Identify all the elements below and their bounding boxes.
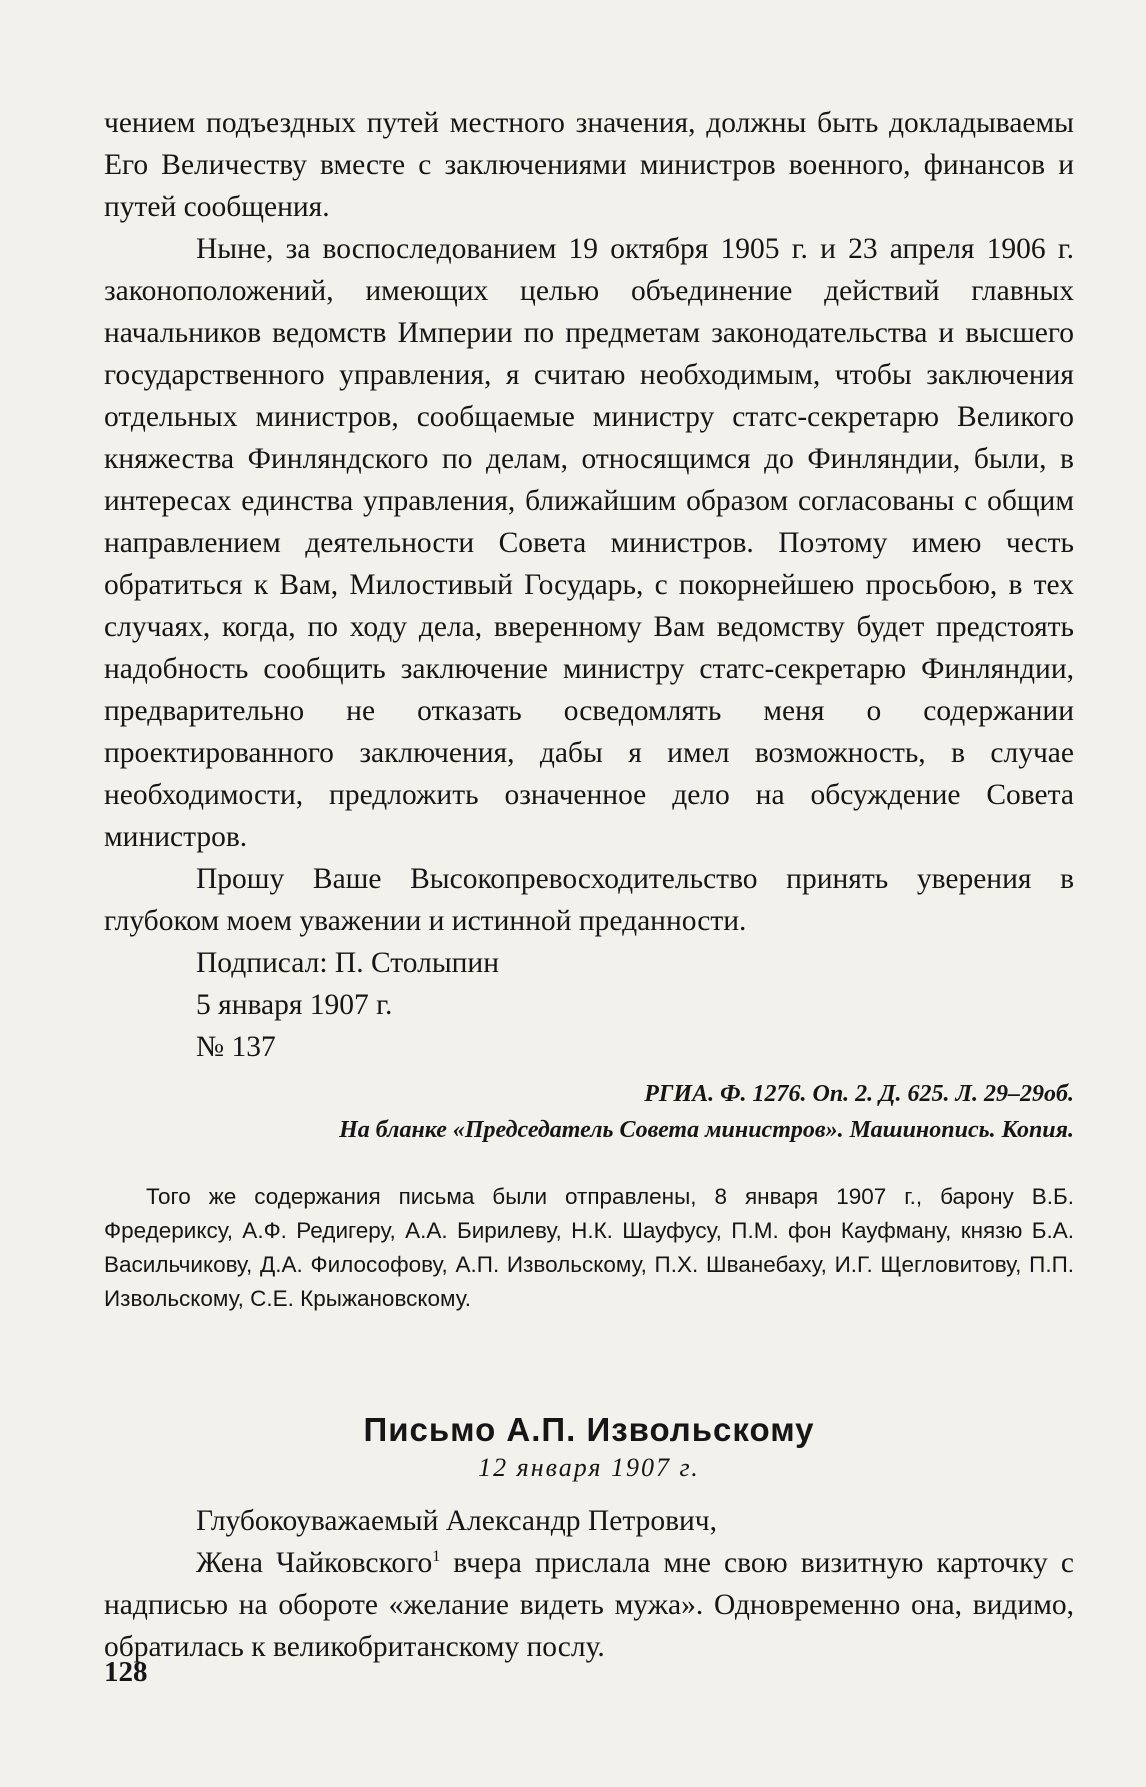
signature-signed: Подписал: П. Столыпин <box>196 947 499 979</box>
signature-date: 5 января 1907 г. <box>196 989 393 1021</box>
signature-block <box>104 942 1074 1068</box>
signature-number: № 137 <box>196 1031 276 1063</box>
editorial-note: Того же содержания письма были отправлены, 8 января 1907 г., барону В.Б. Фредериксу, А.Ф. Редигеру, А.А. Бирилеву, Н.К. Шауфусу, П.М. фон Кауфману, князю Б.А. Васильчикову, Д.А. Философову, А.П. Извольскому, П.Х. Шванебаху, И.Г. Щегловитову, П.П. Извольскому, С.Е. Крыжановскому. <box>104 1184 1074 1311</box>
letter-body-start: Жена Чайковского <box>196 1547 433 1579</box>
footnote-marker[interactable]: 1 <box>432 1548 441 1566</box>
letter-title: Письмо А.П. Извольскому <box>363 1411 815 1448</box>
paragraph-main: Ныне, за воспоследованием 19 октября 1905 г. и 23 апреля 1906 г. законоположений, имеющих целью объединение действий главных начальников ведомств Империи по предметам законодательства и высшего государственного управления, я считаю необходимым, чтобы заключения отдельных министров, сообщаемые министру статс-секретарю Великого княжества Финляндского по делам, относящимся до Финляндии, были, в интересах единства управления, ближайшим образом согласованы с общим направлением деятельности Совета министров. Поэтому имею честь обратиться к Вам, Милостивый Государь, с покорнейшею просьбою, в тех случаях, когда, по ходу дела, вверенному Вам ведомству будет предстоять надобность сообщить заключение министру статс-секретарю Финляндии, предварительно не отказать осведомлять меня о содержании проектированного заключения, дабы я имел возможность, в случае необходимости, предложить означенное дело на обсуждение Совета министров. <box>104 233 1074 853</box>
document-type-note: На бланке «Председатель Совета министров». Машинопись. Копия. <box>339 1117 1074 1143</box>
letter-body-rest: вчера прислала мне свою визитную карточку с надписью на обороте «желание видеть мужа». Одновременно она, видимо, обратилась к великобританскому послу. <box>104 1547 1075 1663</box>
letter-salutation: Глубокоуважаемый Александр Петрович, <box>196 1505 718 1537</box>
paragraph-continuation: чением подъездных путей местного значения, должны быть докладываемы Его Величеству вместе с заключениями министров военного, финансов и путей сообщения. <box>104 107 1074 223</box>
page-number: 128 <box>104 1656 148 1688</box>
letter-date: 12 января 1907 г. <box>478 1453 700 1482</box>
archive-source: РГИА. Ф. 1276. Оп. 2. Д. 625. Л. 29–29об. <box>644 1081 1074 1107</box>
letter-body <box>104 1542 1074 1668</box>
paragraph-closing: Прошу Ваше Высокопревосходительство принять уверения в глубоком моем уважении и истинной преданности. <box>104 863 1074 937</box>
page-body <box>104 102 1074 1668</box>
